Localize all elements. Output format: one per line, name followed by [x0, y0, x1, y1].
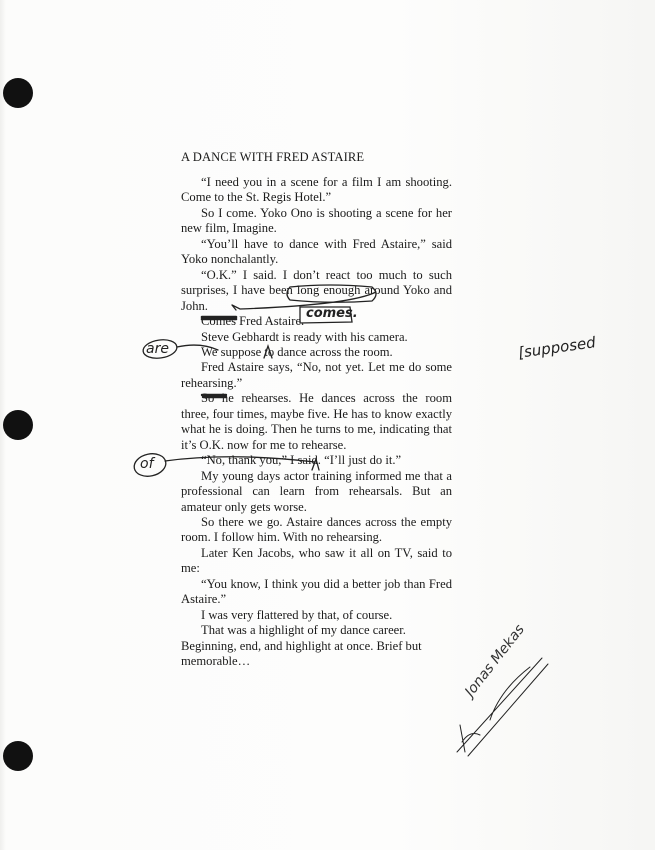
line-of	[165, 457, 315, 462]
paragraph: Comes Fred Astaire.	[201, 314, 305, 329]
paragraph: We suppose to dance across the room.	[201, 344, 393, 359]
document-title: A DANCE WITH FRED ASTAIRE	[181, 150, 365, 164]
paragraph: “You’ll have to dance with Fred Astaire,” said Yoko nonchalantly.	[181, 236, 452, 267]
circle-long-enough	[287, 285, 376, 302]
margin-note-supposed: [supposed	[517, 333, 597, 362]
caret-suppose	[264, 346, 272, 358]
signature: Jonas Mekas	[462, 621, 528, 700]
paragraph: So there we go. Astaire dances across the empty room. I follow him. With no rehearsing.	[181, 514, 452, 545]
circle-of	[132, 451, 168, 479]
paragraph: So I come. Yoko Ono is shooting a scene for her new film, Imagine.	[181, 205, 452, 236]
circle-are	[142, 338, 178, 361]
paragraph: “I need you in a scene for a film I am shooting. Come to the St. Regis Hotel.”	[181, 175, 452, 205]
paragraph: Fred Astaire says, “No, not yet. Let me do some rehearsing.”	[181, 360, 452, 390]
paragraph: “You know, I think you did a better job than Fred Astaire.”	[181, 576, 452, 607]
inserted-word-comes: comes.	[306, 306, 358, 321]
margin-note-are: are	[146, 341, 169, 357]
paragraph: So he rehearses. He dances across the room three, four times, maybe five. He has to know exactly what he is doing. Then he turns to me, indicating that it’s O.K. now for me to rehearse.	[181, 391, 452, 452]
paragraph: Steve Gebhardt is ready with his camera.	[201, 329, 408, 344]
paragraph: “No, thank you,” I said. “I’ll just do it.”	[201, 453, 402, 468]
line-are	[177, 345, 218, 350]
paragraph: “O.K.” I said. I don’t react too much to such surprises, I have been long enough around Yoko and John.	[181, 267, 452, 313]
paragraph: That was a highlight of my dance career. Beginning, end, and highlight at once. Brief but memorable…	[181, 623, 422, 669]
box-comes	[300, 307, 352, 323]
caret-days	[312, 459, 319, 470]
paragraph: I was very flattered by that, of course.	[201, 607, 393, 622]
strike-so-he	[202, 395, 226, 397]
paragraph: Later Ken Jacobs, who saw it all on TV, said to me:	[181, 545, 452, 576]
strike-comes	[202, 317, 236, 319]
signature-strokes	[457, 658, 548, 756]
margin-note-of: of	[140, 456, 154, 472]
paragraph: My young days actor training informed me that a professional can learn from rehearsals. But an amateur only gets worse.	[181, 468, 452, 514]
